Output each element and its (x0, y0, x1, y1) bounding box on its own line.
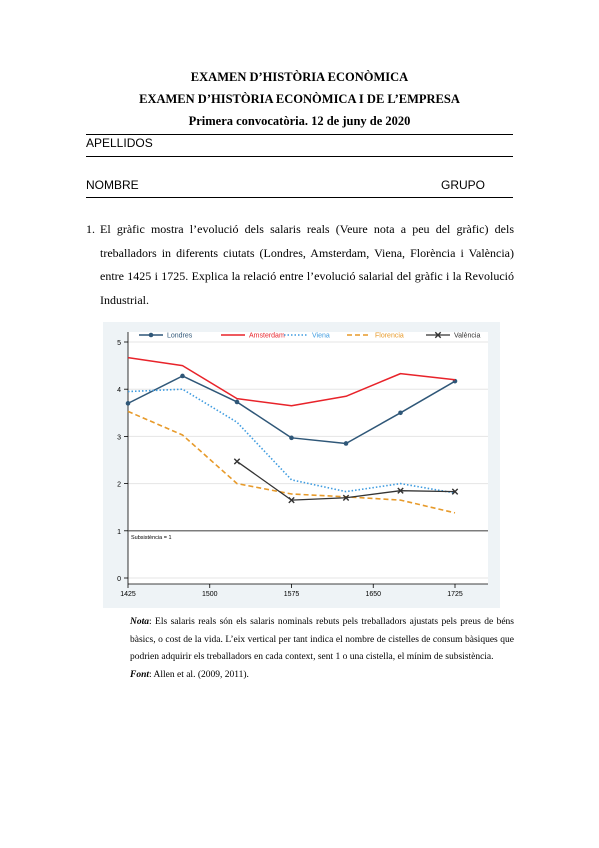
series-point-londres (344, 441, 349, 446)
header-rule (86, 134, 513, 135)
series-point-londres (235, 400, 240, 405)
x-tick-label: 1575 (283, 591, 300, 598)
exam-title-2: EXAMEN D’HISTÒRIA ECONÒMICA I DE L’EMPRESA (139, 92, 460, 106)
wage-chart-figure (103, 322, 500, 608)
y-tick-label: 1 (117, 528, 121, 536)
y-tick-label: 4 (117, 387, 121, 395)
apellidos-label: APELLIDOS (86, 136, 153, 150)
nombre-rule (86, 197, 513, 198)
question-text: El gràfic mostra l’evolució dels salaris reals (Veure nota a peu del gràfic) dels treballadors in diferents ciutats (Londres, Amsterdam, Viena, Florència i València) entre 1425 i 1725. Explica la relació entre l’evolució salarial del gràfic i la Revolució Industrial. (100, 222, 514, 307)
subsistence-label: Subsistència = 1 (131, 534, 172, 541)
legend-label-valencia: València (454, 332, 481, 340)
plot-area (128, 332, 488, 584)
question-number: 1. (86, 222, 95, 236)
question-1 (86, 218, 514, 312)
exam-title-1: EXAMEN D’HISTÒRIA ECONÒMICA (190, 70, 409, 84)
grupo-label: GRUPO (441, 178, 486, 192)
apellidos-rule (86, 156, 513, 157)
x-tick-label: 1500 (201, 591, 218, 598)
note-text: : Els salaris reals són els salaris nominals rebuts pels treballadors ajustats pels preus de béns bàsics, o cost de la vida. L’eix vertical per tant indica el nombre de cistelles de consum bàsiques que podrien adquirir els treballadors en cada context, sent 1 o una cistella, el mínim de subsistència. (130, 617, 514, 662)
source-label: Font (130, 669, 150, 680)
y-tick-label: 0 (117, 576, 121, 583)
x-tick-label: 1425 (120, 591, 136, 598)
chart-note (130, 614, 514, 684)
series-point-londres (398, 411, 403, 416)
nombre-label: NOMBRE (86, 178, 139, 192)
y-tick-label: 2 (117, 481, 121, 489)
source-paragraph (130, 667, 514, 685)
exam-date-line: Primera convocatòria. 12 de juny de 2020 (188, 114, 411, 128)
y-tick-label: 5 (117, 340, 121, 347)
legend-label-viena: Viena (312, 332, 330, 340)
series-point-londres (289, 436, 294, 441)
series-point-londres (126, 401, 131, 406)
y-tick-label: 3 (117, 434, 121, 442)
source-text: : Allen et al. (2009, 2011). (149, 669, 249, 680)
series-point-londres (180, 374, 185, 379)
legend-marker-londres (149, 333, 154, 338)
legend-label-florencia: Florencia (375, 332, 404, 340)
note-paragraph (130, 614, 514, 667)
legend-label-londres: Londres (167, 332, 193, 340)
real-wages-chart (103, 322, 500, 608)
x-tick-label: 1725 (447, 591, 463, 598)
legend-label-amsterdam: Amsterdam (249, 332, 285, 340)
x-tick-label: 1650 (365, 591, 382, 598)
note-label: Nota (130, 617, 149, 627)
